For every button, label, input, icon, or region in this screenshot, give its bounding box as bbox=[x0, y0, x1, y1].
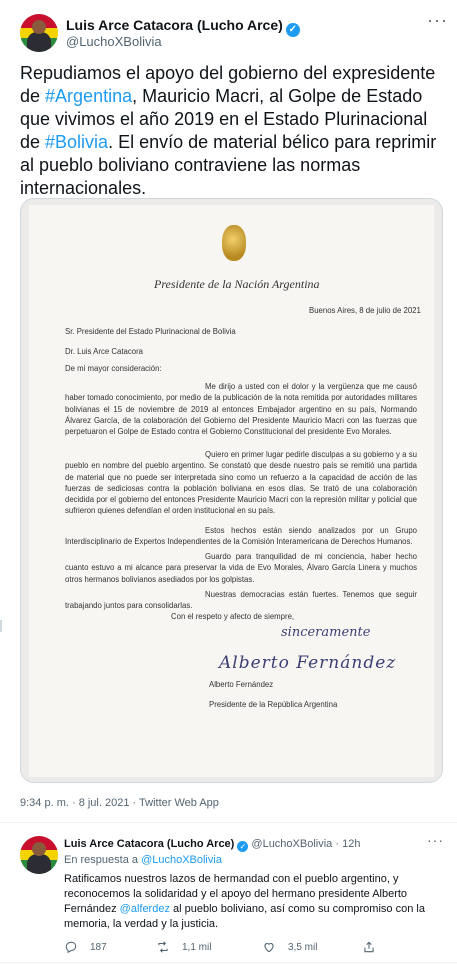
coat-of-arms-icon bbox=[222, 225, 246, 261]
reply-action[interactable] bbox=[64, 940, 107, 954]
letter-greeting: De mi mayor consideración: bbox=[65, 364, 162, 373]
author-handle[interactable]: @LuchoXBolivia bbox=[66, 34, 162, 49]
letter-heading: Presidente de la Nación Argentina bbox=[154, 277, 320, 291]
reply-text-part: Ratificamos nuestros lazos de hermandad con el pueblo argentino, y reconocemos la solidaridad y el apoyo del hermano presidente Alberto Fernández bbox=[64, 873, 408, 915]
letter-image[interactable] bbox=[20, 198, 443, 783]
reply-count: 187 bbox=[90, 941, 107, 953]
letter-date: Buenos Aires, 8 de julio de 2021 bbox=[309, 306, 421, 315]
author-avatar[interactable] bbox=[20, 836, 58, 874]
letter-paragraph: Guardo para tranquilidad de mi conciencia, haber hecho cuanto estuvo a mi alcance para preservar la vida de Evo Morales, Álvaro García Linera y muchos otros hermanos bolivianos asediados por los golpistas. bbox=[65, 552, 417, 584]
reply-icon bbox=[64, 940, 78, 954]
in-reply-label: En respuesta a bbox=[64, 854, 142, 866]
reply-text bbox=[64, 872, 444, 932]
author-handle[interactable]: @LuchoXBolivia bbox=[251, 838, 333, 850]
more-icon[interactable]: ··· bbox=[427, 10, 448, 30]
in-reply-handle-link[interactable]: @LuchoXBolivia bbox=[141, 854, 222, 866]
tweet-text bbox=[20, 62, 438, 200]
reply-time[interactable]: · 12h bbox=[335, 838, 361, 850]
tweet-text-part: . El envío de material bélico para reprimir al pueblo boliviano contraviene las normas internacionales. bbox=[20, 132, 437, 198]
author-avatar[interactable] bbox=[20, 14, 58, 52]
letter-paragraph: Quiero en primer lugar pedirle disculpas a su gobierno y a su pueblo en nombre del pueblo argentino. Se constató que desde nuestro país se remitió una partida de material que no puede ser interpretada sino como un refuerzo a la capacidad de acción de las fuerzas de sediciosas contra la población boliviana en esos días. Se trató de una colaboración decidida por el gobierno del entonces Presidente Mauricio Macri con la represión militar y policial que sufrieron quienes defendían el orden institucional en su país. bbox=[65, 450, 417, 516]
author-name-text[interactable]: Luis Arce Catacora (Lucho Arce) bbox=[66, 17, 283, 33]
signature: Alberto Fernández bbox=[219, 653, 397, 673]
divider bbox=[0, 822, 457, 823]
letter-paragraph: Nuestras democracias están fuertes. Tenemos que seguir trabajando juntos para consolidarlas. bbox=[65, 590, 417, 611]
letter-paragraph: Me dirijo a usted con el dolor y la vergüenza que me causó haber tomado conocimiento, por medio de la publicación de la nota remitida por autoridades militares bolivianas el 15 de noviembre de 2019 al entonces Embajador argentino en su país, Normando Álvarez García, de la colaboración del Gobierno del Presidente Mauricio Macri con las fuerzas que perpetuaron el Golpe de Estado contra el Gobierno Constitucional del presidente Evo Morales. bbox=[65, 382, 417, 437]
like-icon bbox=[262, 940, 276, 954]
mention-link[interactable]: @alferdez bbox=[119, 903, 170, 915]
divider bbox=[0, 962, 457, 963]
letter-closing: Con el respeto y afecto de siempre, bbox=[171, 612, 295, 621]
retweet-action[interactable] bbox=[156, 940, 211, 954]
reply-text-part: al pueblo boliviano, así como su compromiso con la memoria, la verdad y la justicia. bbox=[64, 903, 425, 930]
letter-addressee-name: Dr. Luis Arce Catacora bbox=[65, 347, 144, 356]
tweet-text-part: Repudiamos el apoyo del gobierno del expresidente de bbox=[20, 63, 436, 106]
verified-icon: ✓ bbox=[237, 841, 248, 852]
more-icon[interactable]: ··· bbox=[427, 832, 444, 848]
like-count: 3,5 mil bbox=[288, 941, 318, 953]
tweet-timestamp[interactable]: 9:34 p. m. · 8 jul. 2021 · Twitter Web App bbox=[20, 797, 219, 809]
retweet-count: 1,1 mil bbox=[182, 941, 212, 953]
handwritten-closing: sinceramente bbox=[281, 625, 371, 640]
verified-icon: ✓ bbox=[286, 23, 300, 37]
tweet-text-part: , Mauricio Macri, al Golpe de Estado que vivimos el año 2019 en el Estado Plurinacional de bbox=[20, 86, 428, 152]
signer-name: Alberto Fernández bbox=[209, 680, 274, 689]
scroll-edge bbox=[0, 620, 2, 632]
in-reply-to bbox=[64, 854, 222, 866]
letter-addressee: Sr. Presidente del Estado Plurinacional de Bolivia bbox=[65, 327, 236, 336]
author-name[interactable]: Luis Arce Catacora (Lucho Arce) bbox=[64, 838, 235, 850]
share-icon bbox=[362, 940, 376, 954]
hashtag-link[interactable]: #Bolivia bbox=[45, 132, 109, 152]
signer-title: Presidente de la República Argentina bbox=[209, 700, 338, 709]
reply-header bbox=[64, 838, 360, 852]
retweet-icon bbox=[156, 940, 170, 954]
like-action[interactable] bbox=[262, 940, 317, 954]
share-action[interactable] bbox=[362, 940, 388, 954]
letter-paragraph: Estos hechos están siendo analizados por un Grupo Interdisciplinario de Expertos Independientes de la Comisión Interamericana de Derechos Humanos. bbox=[65, 526, 417, 547]
hashtag-link[interactable]: #Argentina bbox=[45, 86, 133, 106]
letter-paper bbox=[29, 205, 434, 777]
